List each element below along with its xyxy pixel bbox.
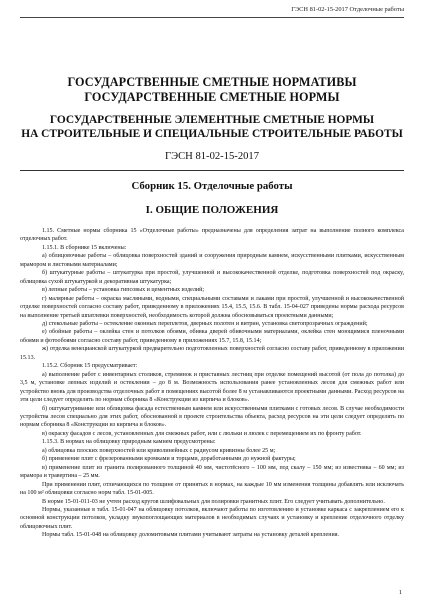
paragraph: б) штукатурные работы – штукатурка при простой, улучшенной и высококачественной отделке, подготовка поверхностей под окраску, облицовка сухой штукатуркой и декоративная штукатурка; (20, 270, 404, 285)
paragraph: ж) отделка венецианской штукатуркой предварительно подготовленных поверхностей согласно составу работ, приведенному в приложении 15.13. (20, 346, 404, 361)
paragraph: в) применение плит из гранита полированного толщиной 40 мм, чистотёсного – 100 мм, под скалу – 150 мм; из известняка – 60 мм; из мрамора и травертина – 25 мм. (20, 464, 404, 480)
paragraph: а) выполнение работ с инвентарных столиков, стремянок и приставных лестниц при отделке помещений высотой (от пола до потолка) до 3,5 м, установке лепных изделий и остеклении – до 8 м. Возможность использования ранее установленных лесов для смежных работ или устройство вновь для производства отделочных работ в помещениях высотой более 8 м устанавливаются проектными данными. Расход ресурсов на эти цели следует определять по нормам сборника 8 «Конструкции из кирпича и блоков». (20, 371, 404, 404)
header-divider (20, 17, 404, 18)
paragraph: В норме 15-01-011-03 не учтен расход кругов шлифовальных для полировки гранитных плит. Его следует учитывать дополнительно. (42, 498, 385, 505)
paragraph: а) облицовочные работы – облицовка поверхностей зданий и сооружения природным камнем, искусственными плитками, искусственным мрамором и листовыми материалами; (20, 253, 404, 268)
body-text (20, 227, 404, 540)
paragraph: 1.15.2. Сборник 15 предусматривает: (42, 363, 138, 370)
paragraph: 1.15. Сметные нормы сборника 15 «Отделочные работы» предназначены для определения затрат на выполнение полного комплекса отделочных работ. (20, 228, 404, 243)
collection-title: Сборник 15. Отделочные работы (131, 180, 293, 192)
title-line-4: НА СТРОИТЕЛЬНЫЕ И СПЕЦИАЛЬНЫЕ СТРОИТЕЛЬНЫЕ РАБОТЫ (21, 128, 403, 140)
paragraph: г) малярные работы – окраска масляными, водными, специальными составами и лаками при простой, улучшенной и высококачественной отделке поверхностей согласно составу работ, приведенному в приложениях 15.4, 15.5, 15.6. В табл. 15-04-027 приведены нормы расхода ресурсов на выполнение третьей шпатлевки поверхностей, необходимость которой должна обосновываться проектными данными; (20, 295, 404, 319)
paragraph: а) облицовка плоских поверхностей или криволинейных с радиусом кривизны более 25 м; (42, 447, 276, 454)
paragraph: д) стекольные работы – остекление оконных переплетов, дверных полотен и витрин, установка светопрозрачных ограждений; (42, 320, 368, 327)
paragraph: в) лепные работы – установка гипсовых и цементных изделий; (42, 287, 205, 294)
section-title: I. ОБЩИЕ ПОЛОЖЕНИЯ (145, 204, 279, 216)
paragraph: е) обойные работы – оклейка стен и потолков обоями, обивка дверей обивочными материалами, оклейка стен моющимися пленочными обоями и фотообоями согласно составу работ, приведенному в приложениях 15.7, 15.8, 15.14; (20, 329, 404, 344)
paragraph: Нормы, указанные в табл. 15-01-047 на облицовку потолков, включают работы по изготовлению и установке каркаса с закреплением его к основной конструкции потолков, укладку звукопоглощающих материалов в необходимых случаях и установку и крепление отделочного отделку облицовочных плит. (20, 506, 404, 530)
paragraph: б) применение плит с фрезерованными кромками и торцами, доработанными до нужной фактуры; (42, 456, 296, 463)
paragraph: При применении плит, отличающихся по толщине от принятых в нормах, на каждые 10 мм изменения толщины добавлять или исключать на 100 м² облицовки согласно норм табл. 15-01-005. (20, 481, 404, 497)
page-number: 1 (398, 589, 402, 596)
document-code: ГЭСН 81-02-15-2017 (164, 151, 260, 162)
title-line-2: ГОСУДАРСТВЕННЫЕ СМЕТНЫЕ НОРМЫ (84, 90, 340, 104)
paragraph: 1.15.1. В сборнике 15 включены: (42, 244, 127, 251)
paragraph: Нормы табл. 15-01-048 на облицовку доломитовыми плитами учитывают затраты на установку деталей крепления. (42, 532, 339, 539)
code-divider (20, 170, 404, 171)
running-header: ГЭСН 81-02-15-2017 Отделочные работы (291, 6, 404, 13)
paragraph: б) оштукатуривание или облицовка фасада естественным камнем или искусственными плитками с готовых лесов. В случае необходимости устройства лесов специально для этих работ, обоснованной в проекте строительства объекта, расход ресурсов на эти цели следует определять по нормам сборника 8 «Конструкции из кирпича и блоков». (20, 405, 404, 429)
title-line-3: ГОСУДАРСТВЕННЫЕ ЭЛЕМЕНТНЫЕ СМЕТНЫЕ НОРМЫ (49, 114, 375, 126)
paragraph: в) окраску фасадов с лесов, установленных для смежных работ, или с люльки и люлек с перемещением их по фронту работ. (42, 430, 362, 437)
paragraph: 1.15.3. В нормах на облицовку природным камнем предусмотрены: (42, 439, 216, 446)
title-line-1: ГОСУДАРСТВЕННЫЕ СМЕТНЫЕ НОРМАТИВЫ (67, 75, 357, 89)
